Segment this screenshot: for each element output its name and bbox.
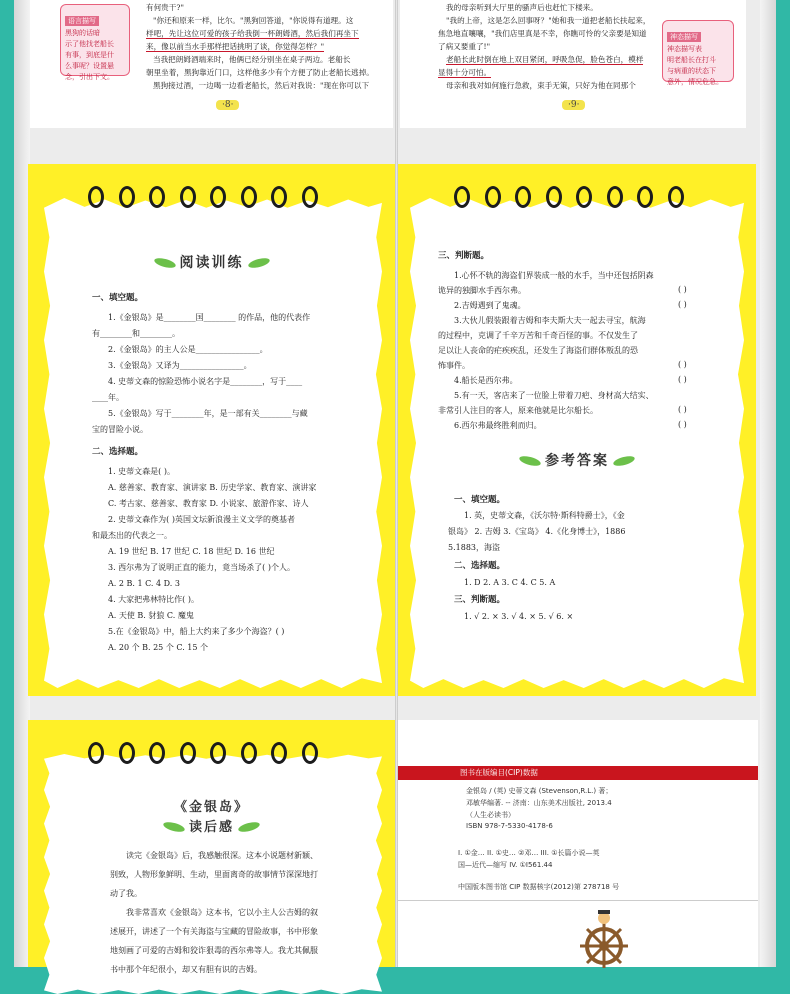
choice-option: C. 考古家、慈善家、教育家 D. 小说家、旅游作家、诗人 [108,499,309,508]
essay-book-spread [14,706,776,974]
judge-statement: 5.有一天，客店来了一位脸上带着刀疤、身材高大结实、 [454,391,654,400]
answer-section: 三、判断题。 [454,595,506,605]
fill-question: 2.《金银岛》的主人公是________________。 [108,345,268,354]
judge-statement: 非常引人注目的客人，原来他就是比尔船长。 [438,406,598,415]
body-text: 母亲和我对如何施行急救，束手无策，只好为他在同那个 [446,81,636,90]
essay-line: 地刻画了可爱的吉姆和狡诈狠毒的西尔弗等人。我尤其佩服 [110,946,318,955]
section-heading: 二、选择题。 [92,447,144,457]
page-number: ·8· [216,100,239,110]
answer-section: 二、选择题。 [454,561,506,571]
top-book-spread [14,0,776,146]
fill-question: 1.《金银岛》是________国________ 的作品，他的代表作 [108,313,311,322]
page-8 [30,0,393,128]
cip-line: 邓敏华编著. -- 济南：山东美术出版社, 2013.4 [466,799,612,807]
answer-blank: ( ) [678,360,687,369]
spiral-rings [454,186,698,208]
answer-page [398,164,756,696]
answer-blank: ( ) [678,420,687,429]
note-line: 与病重的状态下 [667,67,716,75]
answer-line: 1. 英，史蒂文森，《沃尔特·斯科特爵士》，《金 [464,511,625,520]
choice-option: A. 2 B. 1 C. 4 D. 3 [108,579,180,588]
ship-wheel-icon [574,908,634,968]
note-title: 语言描写 [65,16,99,26]
answer-line: 5.1883，海盗 [448,543,500,552]
answer-section: 一、填空题。 [454,495,506,505]
choice-question: 5.在《金银岛》中，船上大约来了多少个海盗？( ) [108,627,285,636]
note-line: 黑狗的话暗 [65,29,100,37]
body-text: 当我把朗姆酒端来时，他俩已经分别坐在桌子两边。老船长 [153,55,351,64]
leaf-icon [237,820,260,833]
choice-question: 和最杰出的代表之一。 [92,531,172,540]
judge-statement: 3.大伙儿假装跟着吉姆和李夫斯大夫一起去寻宝，航海 [454,316,646,325]
choice-option: A. 20 个 B. 25 个 C. 15 个 [108,643,209,652]
essay-line: 读完《金银岛》后，我感触很深。这本小说题材新颖、 [126,851,318,860]
note-line: 意外，情况危急。 [667,78,723,86]
cip-line: （人生必读书） [466,811,515,819]
leaf-icon [162,820,185,833]
body-text: 朝里坐着，黑狗靠近门口，这样他多少有个方便了防止老船长逃掉。 [146,68,374,77]
book-gutter [395,0,398,146]
leaf-icon [518,454,541,467]
essay-line: 动了我。 [110,889,142,898]
answer-blank: ( ) [678,375,687,384]
essay-line: 书中那个年纪很小，却又有胆有识的吉姆。 [110,965,262,974]
note-line: 么事呢？设置悬 [65,62,114,70]
leaf-icon [612,454,635,467]
leaf-icon [247,256,270,269]
highlighted-text: 来，像以前当水手那样把话挑明了谈，你觉得怎样？" [146,42,325,51]
cip-line: 金银岛 / (英) 史蒂文森 (Stevenson,R.L.) 著； [466,787,613,795]
answer-line: 1. D 2. A 3. C 4. C 5. A [464,578,556,587]
judge-statement: 1.心怀不轨的海盗们界装成一般的水手，当中还包括阴森 [454,271,654,280]
fill-question: 有________和________。 [92,329,180,338]
judge-statement: 足以让人丧命的疟疾疾乱，还发生了海盗们群体叛乱的恐 [438,346,638,355]
page-9 [400,0,746,128]
note-line: 示了他找老船长 [65,40,114,48]
fill-question: 4. 史蒂文森的惊险恐怖小说名字是________，写于____ [108,377,303,386]
page-number: ·9· [562,100,585,110]
highlighted-text: 显得十分可怕。 [438,68,492,77]
note-line: 神态描写表 [667,45,702,53]
choice-question: 3. 西尔弗为了说明正直的能力，竟当场杀了( )个人。 [108,563,295,572]
note-title: 神态描写 [667,32,701,42]
body-text: 焦急地直嚷嚷，"我们店里真是不幸，你瞧可怜的父亲要是知道 [438,29,647,38]
cip-header: 图书在版编目(CIP)数据 [398,766,758,780]
essay-line: 别致，人物形象鲜明、生动，里面离奇的故事情节深深地打 [110,870,318,879]
judge-statement: 4.船长是西尔弗。 [454,376,518,385]
cip-line: 中国版本图书馆 CIP 数据核字(2012)第 278718 号 [458,883,620,891]
choice-question: 4. 大家把弗林特比作( )。 [108,595,199,604]
body-text: 我的母亲听到大厅里的骚声后也赶忙下楼来。 [446,3,598,12]
judge-statement: 怖事件。 [438,361,470,370]
answer-line: 银岛》 2. 吉姆 3.《宝岛》 4.《化身博士》，1886 [448,527,626,536]
essay-subtitle: 读后感 [28,816,395,835]
section-heading: 三、判断题。 [438,251,490,261]
answer-blank: ( ) [678,300,687,309]
quiz-title: 阅读训练 [28,252,395,272]
cip-line: I. ①金… II. ①史… ②邓… III. ①长篇小说—英 [458,849,600,857]
body-text: "我的上帝，这是怎么回事呀？"她和我一道把老船长扶起来， [446,16,651,25]
body-text: 了病又要重了!" [438,42,491,51]
answer-blank: ( ) [678,405,687,414]
fill-question: ____年。 [92,393,124,402]
answer-line: 1. √ 2. × 3. √ 4. × 5. √ 6. × [464,612,574,621]
highlighted-text: 样吧，先让这位可爱的孩子给我倒一杯朗姆酒，然后我们再坐下 [146,29,359,38]
essay-page [28,720,395,974]
judge-statement: 2.吉姆遇到了鬼魂。 [454,301,526,310]
spiral-rings [88,742,332,764]
body-text: 有何贵干?" [146,3,184,12]
leaf-icon [153,256,176,269]
quiz-page [28,164,395,696]
answer-blank: ( ) [678,285,687,294]
fill-question: 宝的冒险小说。 [92,425,148,434]
body-text: 黑狗接过酒，一边喝一边看老船长，然后对我说："现在你可以下 [153,81,370,90]
choice-question: 1. 史蒂文森是( )。 [108,467,175,476]
fill-question: 5.《金银岛》写于________年，是一部有关________与藏 [108,409,308,418]
fill-question: 3.《金银岛》又译为________________。 [108,361,252,370]
cip-line: 国—近代—缩写 IV. ①I561.44 [458,861,553,869]
margin-note-expression [662,20,734,86]
essay-line: 我非常喜欢《金银岛》这本书，它以小主人公吉姆的叙 [126,908,318,917]
essay-title: 《金银岛》 [173,800,249,815]
copyright-page [398,720,758,967]
choice-question: 2. 史蒂文森作为( )英国文坛新浪漫主义文学的奠基者 [108,515,295,524]
essay-line: 述展开，讲述了一个有关海盗与宝藏的冒险故事，书中形象 [110,927,318,936]
cip-line: ISBN 978-7-5330-4178-6 [466,822,553,830]
judge-statement: 的过程中，克调了千辛万苦和千奇百怪的事。不仅发生了 [438,331,638,340]
choice-option: A. 天使 B. 豺狼 C. 魔鬼 [108,611,194,620]
body-text: "你还和原来一样，比尔。"黑狗回答道，"你说得有道理。这 [153,16,354,25]
margin-note-language [60,4,130,81]
spiral-rings [88,186,332,208]
judge-statement: 6.西尔弗最终胜利而归。 [454,421,542,430]
choice-option: A. 19 世纪 B. 17 世纪 C. 18 世纪 D. 16 世纪 [108,547,275,556]
note-line: 明老船长在打斗 [667,56,716,64]
note-line: 有事，到底是什 [65,51,114,59]
highlighted-text: 老船长此时倒在地上双目紧闭，呼吸急促，脸色苍白，模样 [446,55,644,64]
choice-option: A. 慈善家、教育家、演讲家 B. 历史学家、教育家、演讲家 [108,483,317,492]
quiz-book-spread [14,146,776,706]
judge-statement: 诡异的独脚水手西尔弗。 [438,286,526,295]
note-line: 念，引出下文。 [65,73,114,81]
answers-title: 参考答案 [398,450,756,470]
section-heading: 一、填空题。 [92,293,144,303]
